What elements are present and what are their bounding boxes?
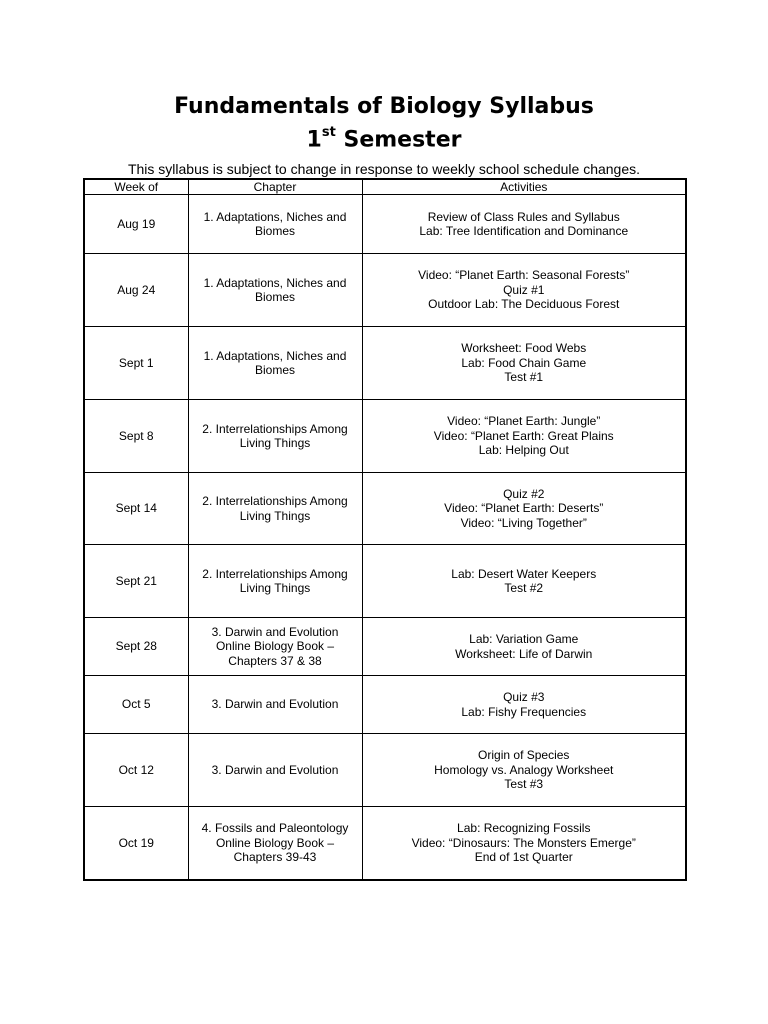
activity-line: Outdoor Lab: The Deciduous Forest — [428, 297, 620, 312]
activities-cell — [362, 195, 686, 254]
activity-line: Review of Class Rules and Syllabus — [427, 209, 620, 224]
week-cell: Oct 19 — [84, 807, 188, 880]
table-row — [84, 545, 686, 618]
activities-cell — [362, 618, 686, 676]
chapter-cell — [188, 327, 362, 400]
activities-cell — [362, 254, 686, 327]
chapter-line: 2. Interrelationships Among — [202, 566, 348, 581]
chapter-line: 1. Adaptations, Niches and — [203, 348, 347, 363]
week-cell: Sept 8 — [84, 400, 188, 473]
chapter-line: Living Things — [239, 436, 311, 450]
week-cell: Aug 19 — [84, 195, 188, 254]
chapter-line: 3. Darwin and Evolution — [211, 762, 339, 777]
table-row — [84, 195, 686, 254]
activity-line: End of 1st Quarter — [474, 850, 573, 864]
week-cell: Oct 12 — [84, 734, 188, 807]
chapter-line: 4. Fossils and Paleontology — [201, 821, 349, 835]
chapter-cell — [188, 254, 362, 327]
week-cell: Aug 24 — [84, 254, 188, 327]
activity-line: Lab: Tree Identification and Dominance — [419, 224, 629, 238]
semester-word: Semester — [343, 127, 462, 153]
chapter-cell — [188, 400, 362, 473]
chapter-line: Living Things — [239, 581, 311, 595]
activities-cell — [362, 545, 686, 618]
activity-line: Lab: Fishy Frequencies — [461, 704, 587, 719]
week-cell: Sept 14 — [84, 473, 188, 545]
chapter-line: Biomes — [254, 290, 295, 304]
chapter-cell — [188, 676, 362, 734]
chapter-line: 2. Interrelationships Among — [202, 494, 348, 508]
table-row — [84, 618, 686, 676]
activities-cell — [362, 400, 686, 473]
activity-line: Video: “Planet Earth: Deserts” — [444, 501, 604, 516]
chapter-line: Chapters 37 & 38 — [228, 653, 322, 668]
activities-cell — [362, 473, 686, 545]
chapter-cell — [188, 195, 362, 254]
table-row — [84, 254, 686, 327]
chapter-line: Online Biology Book – — [215, 835, 335, 850]
activity-line: Video: “Living Together” — [460, 515, 587, 530]
activities-cell — [362, 734, 686, 807]
table-row — [84, 676, 686, 734]
week-cell: Sept 21 — [84, 545, 188, 618]
activity-line: Lab: Variation Game — [469, 632, 579, 646]
activity-line: Test #3 — [504, 777, 544, 792]
activity-line: Homology vs. Analogy Worksheet — [434, 762, 614, 777]
activity-line: Video: “Planet Earth: Seasonal Forests” — [418, 268, 630, 283]
activity-line: Worksheet: Food Webs — [461, 341, 587, 356]
activity-line: Lab: Helping Out — [478, 443, 569, 458]
activity-line: Lab: Recognizing Fossils — [457, 821, 591, 835]
activity-line: Origin of Species — [478, 748, 570, 763]
schedule-table — [83, 178, 687, 881]
activities-cell — [362, 676, 686, 734]
chapter-cell — [188, 807, 362, 880]
table-row — [84, 473, 686, 545]
activity-line: Quiz #1 — [503, 282, 545, 297]
chapter-line: Biomes — [254, 224, 295, 238]
activity-line: Video: “Dinosaurs: The Monsters Emerge” — [411, 835, 636, 850]
chapter-line: 3. Darwin and Evolution — [211, 624, 339, 639]
table-row — [84, 400, 686, 473]
chapter-line: Online Biology Book – — [215, 639, 335, 654]
activity-line: Quiz #2 — [503, 486, 545, 501]
activities-cell — [362, 327, 686, 400]
header-activities: Activities — [362, 179, 686, 195]
chapter-line: 3. Darwin and Evolution — [211, 697, 339, 712]
semester-number: 1 — [306, 127, 322, 153]
activities-cell — [362, 807, 686, 880]
chapter-cell — [188, 618, 362, 676]
change-notice: This syllabus is subject to change in response to weekly school schedule changes. — [127, 161, 641, 177]
semester-ordinal-suffix: st — [321, 125, 336, 140]
chapter-line: Chapters 39-43 — [233, 850, 317, 864]
activity-line: Test #1 — [504, 370, 544, 385]
chapter-line: Biomes — [254, 363, 295, 377]
semester-title — [0, 127, 768, 152]
activity-line: Video: “Planet Earth: Jungle” — [447, 414, 601, 429]
chapter-line: 1. Adaptations, Niches and — [203, 275, 347, 290]
syllabus-title: Fundamentals of Biology Syllabus — [174, 94, 594, 119]
chapter-line: 2. Interrelationships Among — [202, 421, 348, 436]
table-row — [84, 734, 686, 807]
activity-line: Video: “Planet Earth: Great Plains — [433, 428, 614, 443]
chapter-line: 1. Adaptations, Niches and — [203, 209, 347, 224]
activity-line: Quiz #3 — [503, 690, 545, 704]
chapter-cell — [188, 545, 362, 618]
header-chapter: Chapter — [188, 179, 362, 195]
week-cell: Sept 28 — [84, 618, 188, 676]
week-cell: Sept 1 — [84, 327, 188, 400]
chapter-cell — [188, 734, 362, 807]
table-row — [84, 807, 686, 880]
activity-line: Worksheet: Life of Darwin — [455, 646, 593, 661]
activity-line: Lab: Desert Water Keepers — [451, 566, 597, 581]
activity-line: Test #2 — [504, 581, 544, 595]
chapter-line: Living Things — [239, 508, 311, 523]
chapter-cell — [188, 473, 362, 545]
table-row — [84, 327, 686, 400]
activity-line: Lab: Food Chain Game — [461, 355, 587, 370]
table-header-row — [84, 179, 686, 195]
week-cell: Oct 5 — [84, 676, 188, 734]
header-week-of: Week of — [84, 179, 188, 195]
